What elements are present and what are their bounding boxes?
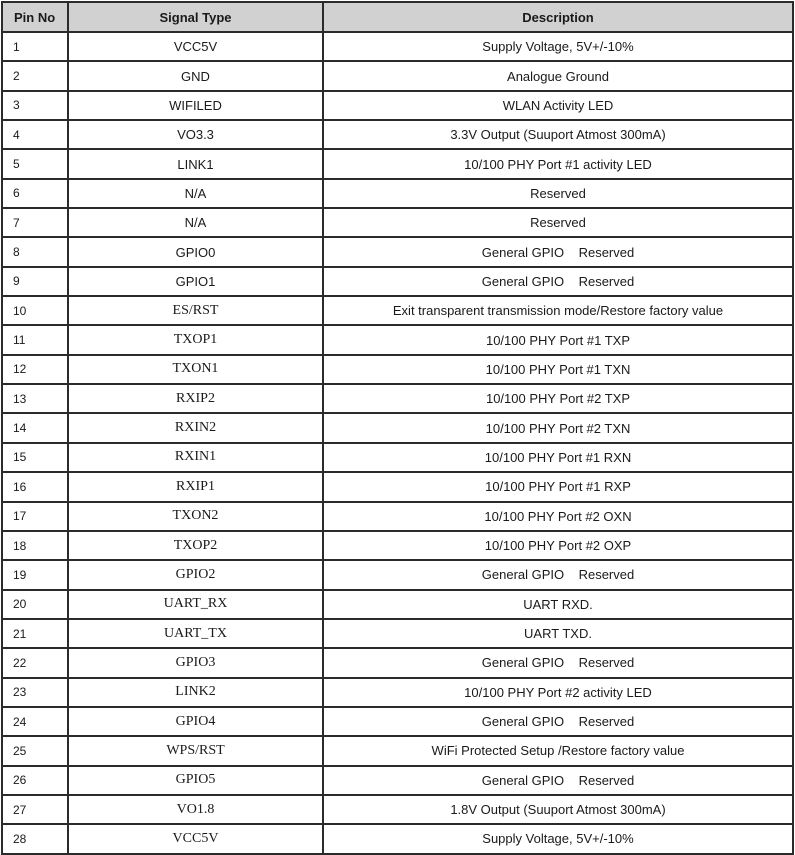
pin-number-cell: 16 (2, 472, 68, 501)
description-cell: 10/100 PHY Port #2 OXN (323, 502, 793, 531)
table-row (2, 120, 793, 149)
table-header (2, 2, 793, 32)
table-row (2, 707, 793, 736)
pin-number-cell: 15 (2, 443, 68, 472)
description-cell: 10/100 PHY Port #2 activity LED (323, 678, 793, 707)
pin-number-cell: 17 (2, 502, 68, 531)
signal-type-cell: VCC5V (68, 824, 323, 853)
description-cell: General GPIO Reserved (323, 707, 793, 736)
signal-type-cell: UART_TX (68, 619, 323, 648)
signal-type-cell: GPIO2 (68, 560, 323, 589)
table-row (2, 590, 793, 619)
signal-type-cell: TXON2 (68, 502, 323, 531)
table-row (2, 384, 793, 413)
description-cell: General GPIO Reserved (323, 267, 793, 296)
pin-number-cell: 9 (2, 267, 68, 296)
header-pin-no: Pin No (2, 2, 68, 32)
description-cell: 10/100 PHY Port #2 TXN (323, 413, 793, 442)
header-description: Description (323, 2, 793, 32)
table-row (2, 531, 793, 560)
table-row (2, 296, 793, 325)
pin-number-cell: 20 (2, 590, 68, 619)
pin-number-cell: 12 (2, 355, 68, 384)
table-row (2, 619, 793, 648)
description-cell: Reserved (323, 208, 793, 237)
pin-number-cell: 8 (2, 237, 68, 266)
signal-type-cell: VO1.8 (68, 795, 323, 824)
signal-type-cell: GPIO1 (68, 267, 323, 296)
description-cell: 10/100 PHY Port #1 TXN (323, 355, 793, 384)
signal-type-cell: TXON1 (68, 355, 323, 384)
description-cell: General GPIO Reserved (323, 766, 793, 795)
description-cell: General GPIO Reserved (323, 560, 793, 589)
description-cell: 10/100 PHY Port #1 TXP (323, 325, 793, 354)
table-row (2, 766, 793, 795)
description-cell: UART RXD. (323, 590, 793, 619)
signal-type-cell: RXIN2 (68, 413, 323, 442)
description-cell: Reserved (323, 179, 793, 208)
pin-number-cell: 26 (2, 766, 68, 795)
pin-number-cell: 24 (2, 707, 68, 736)
table-row (2, 472, 793, 501)
pin-number-cell: 25 (2, 736, 68, 765)
pin-number-cell: 6 (2, 179, 68, 208)
pin-number-cell: 1 (2, 32, 68, 61)
description-cell: Exit transparent transmission mode/Restore factory value (323, 296, 793, 325)
signal-type-cell: TXOP2 (68, 531, 323, 560)
signal-type-cell: UART_RX (68, 590, 323, 619)
table-row (2, 179, 793, 208)
table-row (2, 325, 793, 354)
pin-number-cell: 11 (2, 325, 68, 354)
table-row (2, 648, 793, 677)
table-row (2, 560, 793, 589)
description-cell: WiFi Protected Setup /Restore factory value (323, 736, 793, 765)
table-row (2, 355, 793, 384)
pin-definition-table (1, 1, 794, 855)
table-row (2, 824, 793, 853)
description-cell: Analogue Ground (323, 61, 793, 90)
description-cell: 10/100 PHY Port #1 RXN (323, 443, 793, 472)
table-row (2, 443, 793, 472)
pin-number-cell: 22 (2, 648, 68, 677)
description-cell: Supply Voltage, 5V+/-10% (323, 824, 793, 853)
pin-number-cell: 10 (2, 296, 68, 325)
description-cell: 10/100 PHY Port #2 OXP (323, 531, 793, 560)
pin-number-cell: 2 (2, 61, 68, 90)
signal-type-cell: GPIO4 (68, 707, 323, 736)
table-row (2, 208, 793, 237)
signal-type-cell: VO3.3 (68, 120, 323, 149)
description-cell: 10/100 PHY Port #2 TXP (323, 384, 793, 413)
description-cell: WLAN Activity LED (323, 91, 793, 120)
pin-number-cell: 23 (2, 678, 68, 707)
table-row (2, 267, 793, 296)
pin-number-cell: 7 (2, 208, 68, 237)
signal-type-cell: LINK1 (68, 149, 323, 178)
signal-type-cell: WPS/RST (68, 736, 323, 765)
signal-type-cell: GND (68, 61, 323, 90)
pin-number-cell: 19 (2, 560, 68, 589)
table-row (2, 32, 793, 61)
pin-number-cell: 4 (2, 120, 68, 149)
signal-type-cell: VCC5V (68, 32, 323, 61)
description-cell: 3.3V Output (Suuport Atmost 300mA) (323, 120, 793, 149)
signal-type-cell: GPIO0 (68, 237, 323, 266)
signal-type-cell: TXOP1 (68, 325, 323, 354)
pin-number-cell: 21 (2, 619, 68, 648)
table-row (2, 91, 793, 120)
signal-type-cell: LINK2 (68, 678, 323, 707)
signal-type-cell: GPIO3 (68, 648, 323, 677)
description-cell: 10/100 PHY Port #1 RXP (323, 472, 793, 501)
table-row (2, 61, 793, 90)
signal-type-cell: N/A (68, 179, 323, 208)
pin-number-cell: 3 (2, 91, 68, 120)
signal-type-cell: RXIP1 (68, 472, 323, 501)
description-cell: 10/100 PHY Port #1 activity LED (323, 149, 793, 178)
table-row (2, 149, 793, 178)
signal-type-cell: GPIO5 (68, 766, 323, 795)
signal-type-cell: N/A (68, 208, 323, 237)
table-row (2, 795, 793, 824)
pin-number-cell: 14 (2, 413, 68, 442)
description-cell: General GPIO Reserved (323, 648, 793, 677)
signal-type-cell: RXIN1 (68, 443, 323, 472)
table-row (2, 736, 793, 765)
header-signal-type: Signal Type (68, 2, 323, 32)
signal-type-cell: WIFILED (68, 91, 323, 120)
table-row (2, 237, 793, 266)
pin-number-cell: 5 (2, 149, 68, 178)
pin-number-cell: 18 (2, 531, 68, 560)
pin-number-cell: 27 (2, 795, 68, 824)
description-cell: 1.8V Output (Suuport Atmost 300mA) (323, 795, 793, 824)
table-row (2, 678, 793, 707)
pin-number-cell: 13 (2, 384, 68, 413)
table-row (2, 413, 793, 442)
description-cell: General GPIO Reserved (323, 237, 793, 266)
description-cell: UART TXD. (323, 619, 793, 648)
table-row (2, 502, 793, 531)
header-row (2, 2, 793, 32)
pin-number-cell: 28 (2, 824, 68, 853)
signal-type-cell: ES/RST (68, 296, 323, 325)
table-body (2, 32, 793, 854)
signal-type-cell: RXIP2 (68, 384, 323, 413)
description-cell: Supply Voltage, 5V+/-10% (323, 32, 793, 61)
